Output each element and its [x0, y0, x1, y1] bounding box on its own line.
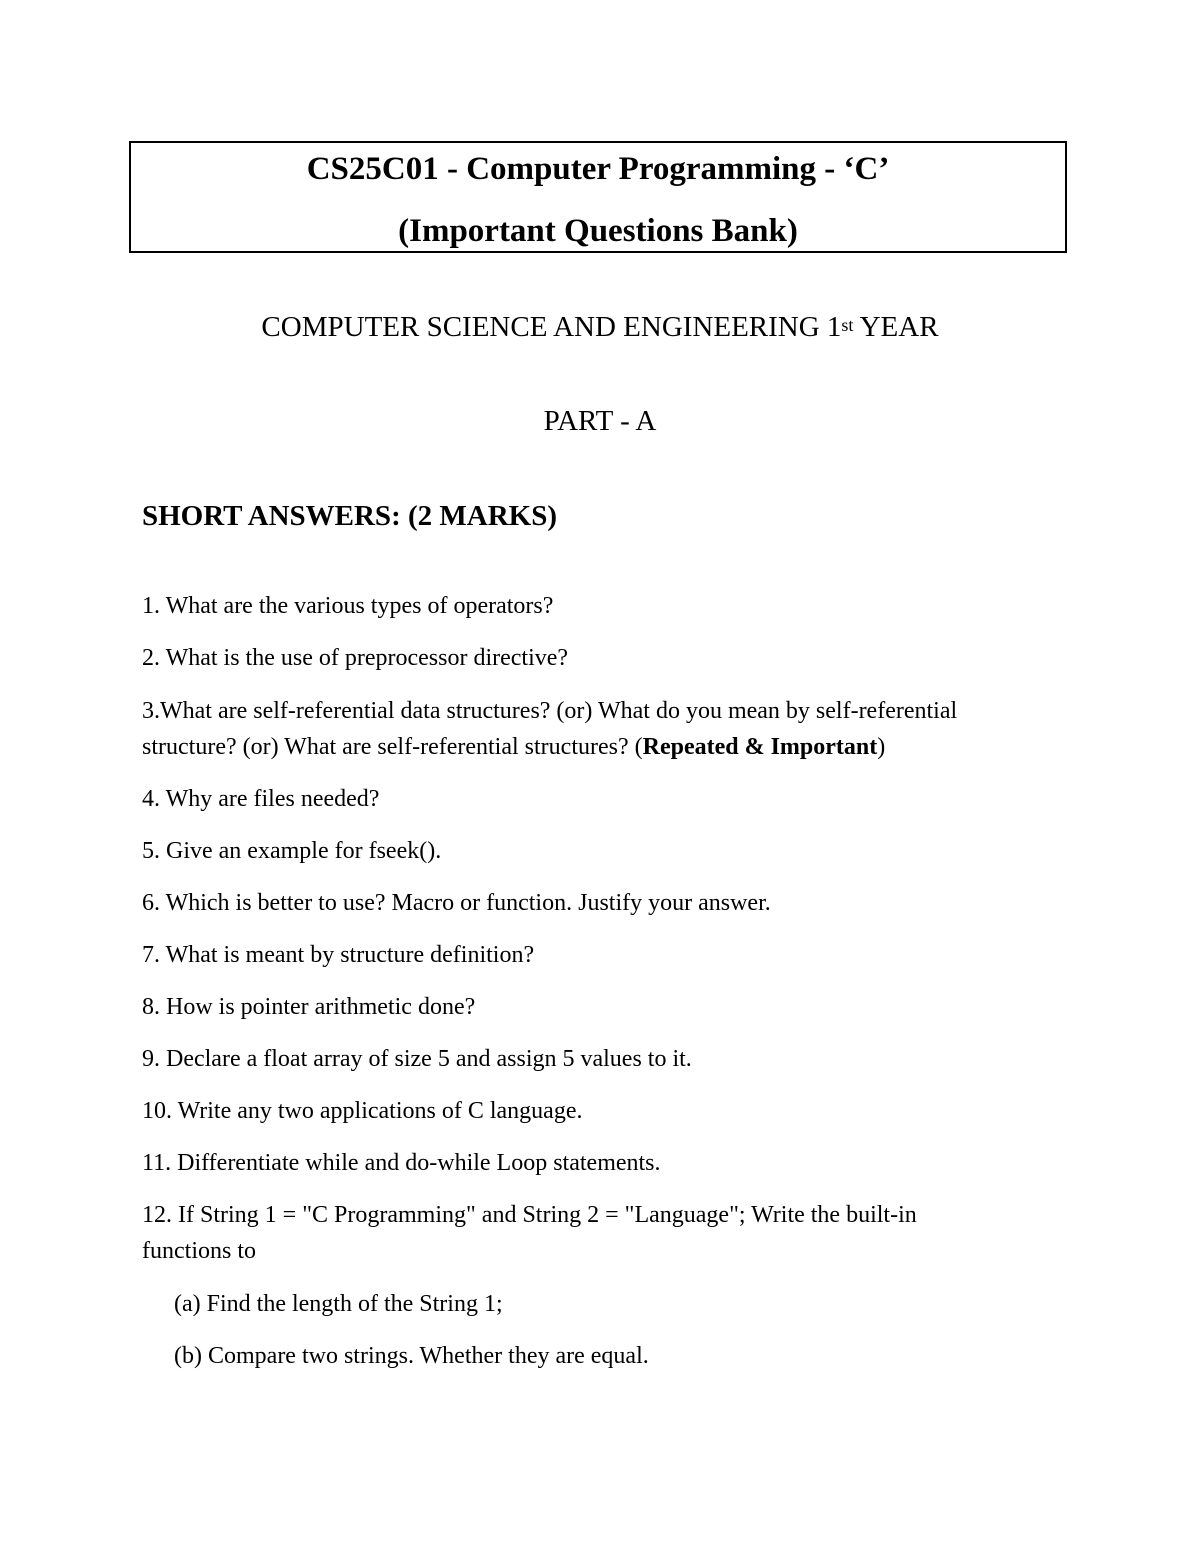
part-label: PART - A	[543, 405, 657, 437]
question-8: 8. How is pointer arithmetic done?	[142, 994, 476, 1020]
question-12-part-a: (a) Find the length of the String 1;	[174, 1291, 503, 1317]
question-3-text: structure? (or) What are self-referential structures? (	[142, 734, 643, 760]
question-5: 5. Give an example for fseek().	[142, 838, 442, 864]
question-3-close: )	[877, 734, 886, 760]
question-11: 11. Differentiate while and do-while Loop statements.	[142, 1150, 661, 1176]
question-9: 9. Declare a float array of size 5 and assign 5 values to it.	[142, 1046, 692, 1072]
question-3-line-2	[142, 729, 1072, 765]
question-2: 2. What is the use of preprocessor directive?	[142, 645, 569, 671]
ordinal-superscript: st	[841, 315, 854, 335]
question-6: 6. Which is better to use? Macro or function. Justify your answer.	[142, 890, 771, 916]
department-line	[0, 309, 1200, 345]
question-3-emphasis: Repeated & Important	[642, 734, 878, 760]
question-12-part-b: (b) Compare two strings. Whether they are equal.	[174, 1343, 649, 1369]
document-subtitle: (Important Questions Bank)	[398, 213, 798, 249]
question-12-line-2: functions to	[142, 1238, 256, 1264]
question-3-line-1: 3.What are self-referential data structures? (or) What do you mean by self-referential	[142, 698, 958, 724]
question-10: 10. Write any two applications of C language.	[142, 1098, 583, 1124]
title-box	[129, 141, 1067, 253]
question-12-line-1: 12. If String 1 = "C Programming" and String 2 = "Language"; Write the built-in	[142, 1202, 917, 1228]
course-title: CS25C01 - Computer Programming - ‘C’	[306, 151, 890, 187]
question-7: 7. What is meant by structure definition?	[142, 942, 535, 968]
department-text: COMPUTER SCIENCE AND ENGINEERING 1	[261, 311, 842, 343]
question-4: 4. Why are files needed?	[142, 786, 380, 812]
year-text: YEAR	[853, 311, 939, 343]
section-heading: SHORT ANSWERS: (2 MARKS)	[142, 500, 557, 532]
question-1: 1. What are the various types of operators?	[142, 593, 554, 619]
